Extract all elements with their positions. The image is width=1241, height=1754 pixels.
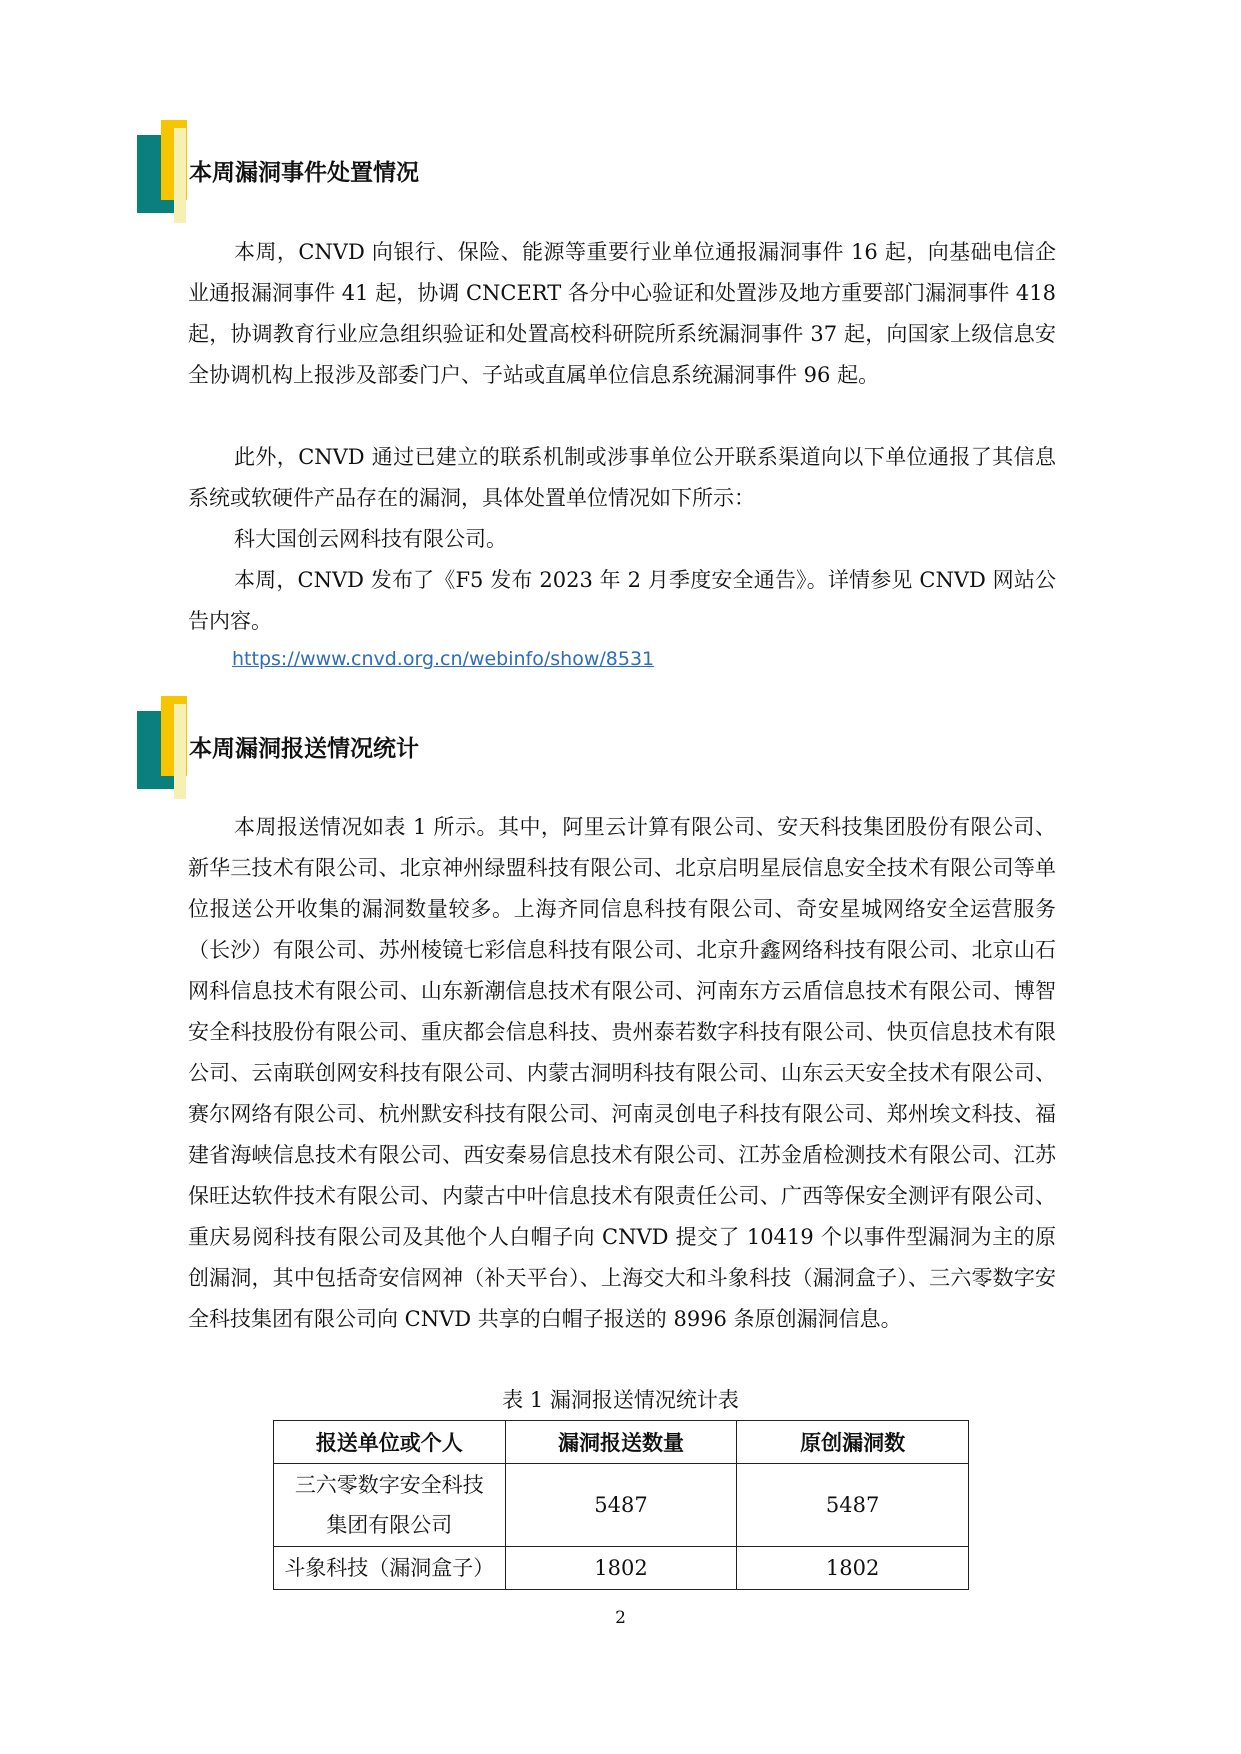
table-caption: 表 1 漏洞报送情况统计表: [502, 1388, 739, 1412]
cell-original-count: 1802: [737, 1547, 969, 1590]
cell-reporter: 斗象科技（漏洞盒子）: [274, 1547, 506, 1590]
header-reported-count: 漏洞报送数量: [505, 1421, 737, 1464]
table-row: [274, 1464, 969, 1547]
notified-company-line: 科大国创云网科技有限公司。: [234, 527, 507, 551]
header-reporter: 报送单位或个人: [274, 1421, 506, 1464]
heading-accent-pale-bar: [174, 704, 186, 799]
header-original-count: 原创漏洞数: [737, 1421, 969, 1464]
section-heading-incident-handling: [137, 120, 737, 215]
section-title: 本周漏洞事件处置情况: [189, 160, 419, 186]
paragraph-notification-intro: 此外，CNVD 通过已建立的联系机制或涉事单位公开联系渠道向以下单位通报了其信息系统或软硬件产品存在的漏洞，具体处置单位情况如下所示：: [188, 445, 1056, 510]
cell-original-count: 5487: [737, 1464, 969, 1547]
heading-accent-pale-bar: [174, 128, 186, 223]
section-title: 本周漏洞报送情况统计: [189, 736, 419, 762]
table-row: [274, 1547, 969, 1590]
paragraph-incident-summary: 本周，CNVD 向银行、保险、能源等重要行业单位通报漏洞事件 16 起，向基础电信企业通报漏洞事件 41 起，协调 CNCERT 各分中心验证和处置涉及地方重要部门漏洞事件 418 起，协调教育行业应急组织验证和处置高校科研院所系统漏洞事件 37 起，向国家上级信息安全协调机构上报涉及部委门户、子站或直属单位信息系统漏洞事件 96 起。: [188, 240, 1056, 387]
cell-reported-count: 1802: [505, 1547, 737, 1590]
paragraph-report-statistics: 本周报送情况如表 1 所示。其中，阿里云计算有限公司、安天科技集团股份有限公司、新华三技术有限公司、北京神州绿盟科技有限公司、北京启明星辰信息安全技术有限公司等单位报送公开收集的漏洞数量较多。上海齐同信息科技有限公司、奇安星城网络安全运营服务（长沙）有限公司、苏州棱镜七彩信息科技有限公司、北京升鑫网络科技有限公司、北京山石网科信息技术有限公司、山东新潮信息技术有限公司、河南东方云盾信息技术有限公司、博智安全科技股份有限公司、重庆都会信息科技、贵州泰若数字科技有限公司、快页信息技术有限公司、云南联创网安科技有限公司、内蒙古洞明科技有限公司、山东云天安全技术有限公司、赛尔网络有限公司、杭州默安科技有限公司、河南灵创电子科技有限公司、郑州埃文科技、福建省海峡信息技术有限公司、西安秦易信息技术有限公司、江苏金盾检测技术有限公司、江苏保旺达软件技术有限公司、内蒙古中叶信息技术有限责任公司、广西等保安全测评有限公司、重庆易阅科技有限公司及其他个人白帽子向 CNVD 提交了 10419 个以事件型漏洞为主的原创漏洞，其中包括奇安信网神（补天平台）、上海交大和斗象科技（漏洞盒子）、三六零数字安全科技集团有限公司向 CNVD 共享的白帽子报送的 8996 条原创漏洞信息。: [188, 815, 1056, 1331]
paragraph-announcement: 本周，CNVD 发布了《F5 发布 2023 年 2 月季度安全通告》。详情参见 CNVD 网站公告内容。: [188, 568, 1056, 633]
cell-reported-count: 5487: [505, 1464, 737, 1547]
cell-reporter: [274, 1464, 506, 1547]
announcement-link[interactable]: https://www.cnvd.org.cn/webinfo/show/8531: [232, 648, 655, 670]
page-number: 2: [615, 1608, 626, 1628]
reporter-name-line: 集团有限公司: [326, 1513, 453, 1537]
reporter-name-line: 三六零数字安全科技: [294, 1473, 484, 1497]
report-statistics-table: [273, 1420, 969, 1590]
table-header-row: [274, 1421, 969, 1464]
section-heading-report-statistics: [137, 696, 737, 791]
